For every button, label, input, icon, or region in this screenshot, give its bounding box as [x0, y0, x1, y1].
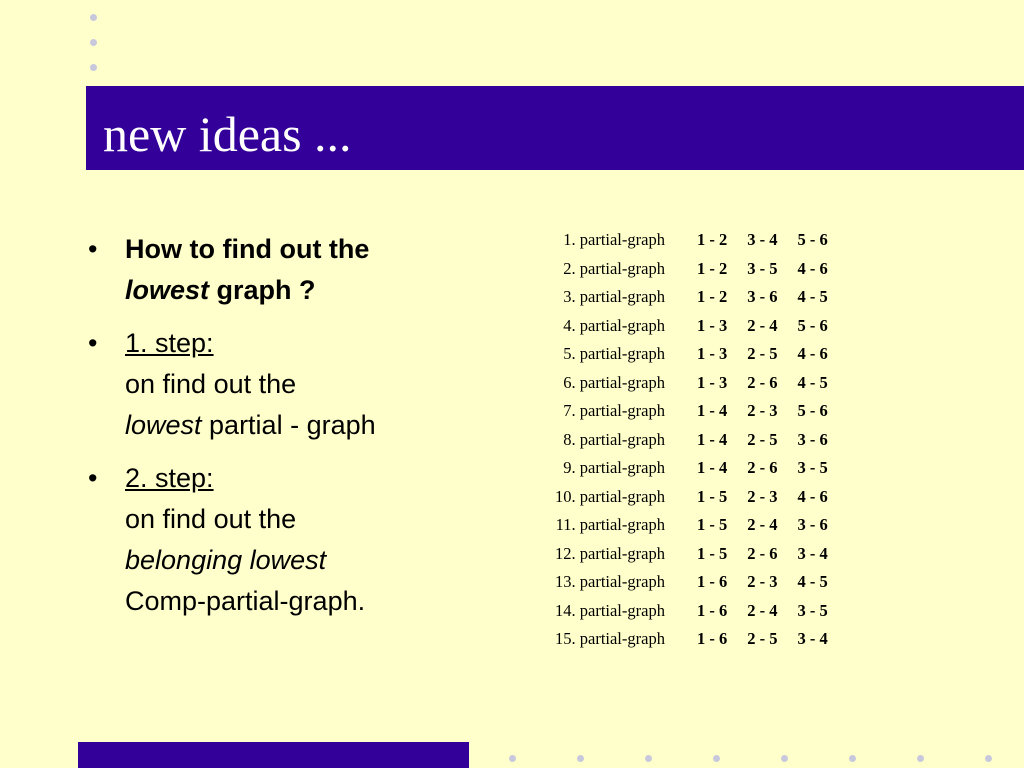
step-2-emphasis: belonging lowest [125, 545, 327, 575]
edge-pair: 3 - 5 [747, 258, 778, 278]
edge-pair: 2 - 4 [747, 600, 778, 620]
edge-pair: 1 - 5 [696, 543, 728, 563]
edge-pair: 3 - 6 [797, 429, 828, 449]
bullet-icon: • [88, 328, 98, 358]
partial-graph-table [555, 226, 828, 654]
question-text [125, 229, 508, 311]
question-rest: graph ? [209, 275, 316, 305]
edge-pair: 4 - 5 [797, 372, 828, 392]
partial-graph-label: 6. partial-graph [563, 372, 665, 392]
step-2-line-3: Comp-partial-graph. [125, 586, 366, 616]
edge-pair: 2 - 6 [747, 372, 778, 392]
partial-graph-row [555, 312, 828, 341]
step-1-emphasis: lowest [125, 410, 202, 440]
partial-graph-label: 4. partial-graph [563, 315, 665, 335]
partial-graph-row [555, 540, 828, 569]
decorative-dot-bottom-1 [509, 755, 516, 762]
question-line-1: How to find out the [125, 234, 370, 264]
step-1-line-1: on find out the [125, 369, 297, 399]
partial-graph-row [555, 255, 828, 284]
step-1-title: 1. step: [125, 328, 214, 358]
edge-pair: 1 - 3 [696, 372, 728, 392]
bottom-bar [78, 742, 469, 768]
decorative-dot-top-1 [90, 14, 97, 21]
decorative-dot-top-3 [90, 64, 97, 71]
partial-graph-row [555, 511, 828, 540]
edge-pair: 1 - 3 [696, 315, 728, 335]
partial-graph-row [555, 283, 828, 312]
decorative-dot-top-2 [90, 39, 97, 46]
partial-graph-label: 1. partial-graph [563, 230, 665, 250]
step-2-line-1: on find out the [125, 504, 297, 534]
decorative-dot-bottom-2 [577, 755, 584, 762]
edge-pair: 3 - 4 [797, 543, 828, 563]
partial-graph-label: 2. partial-graph [563, 258, 665, 278]
partial-graph-label: 8. partial-graph [563, 429, 665, 449]
edge-pair: 2 - 6 [747, 543, 778, 563]
edge-pair: 2 - 4 [747, 315, 778, 335]
partial-graph-label: 14. partial-graph [555, 600, 665, 620]
edge-pair: 1 - 4 [696, 458, 728, 478]
edge-pair: 2 - 5 [747, 429, 778, 449]
edge-pair: 1 - 6 [696, 572, 728, 592]
partial-graph-label: 5. partial-graph [563, 344, 665, 364]
edge-pair: 3 - 6 [797, 515, 828, 535]
bullet-icon: • [88, 463, 98, 493]
partial-graph-row [555, 597, 828, 626]
edge-pair: 4 - 5 [797, 287, 828, 307]
edge-pair: 5 - 6 [797, 315, 828, 335]
edge-pair: 1 - 6 [696, 600, 728, 620]
partial-graph-row [555, 568, 828, 597]
decorative-dot-bottom-3 [645, 755, 652, 762]
partial-graph-row [555, 397, 828, 426]
partial-graph-row [555, 340, 828, 369]
partial-graph-row [555, 625, 828, 654]
edge-pair: 1 - 2 [696, 258, 728, 278]
partial-graph-row [555, 426, 828, 455]
step-1-line-2 [125, 405, 508, 446]
edge-pair: 5 - 6 [797, 401, 828, 421]
partial-graph-label: 12. partial-graph [555, 543, 665, 563]
edge-pair: 1 - 2 [696, 287, 728, 307]
edge-pair: 2 - 3 [747, 572, 778, 592]
edge-pair: 2 - 5 [747, 344, 778, 364]
edge-pair: 1 - 5 [696, 486, 728, 506]
decorative-dot-bottom-4 [713, 755, 720, 762]
edge-pair: 2 - 3 [747, 486, 778, 506]
edge-pair: 3 - 5 [797, 600, 828, 620]
edge-pair: 4 - 5 [797, 572, 828, 592]
edge-pair: 3 - 5 [797, 458, 828, 478]
edge-pair: 3 - 4 [747, 230, 778, 250]
step-2-title: 2. step: [125, 463, 214, 493]
edge-pair: 4 - 6 [797, 486, 828, 506]
partial-graph-row [555, 483, 828, 512]
edge-pair: 1 - 3 [696, 344, 728, 364]
edge-pair: 1 - 2 [696, 230, 728, 250]
edge-pair: 1 - 5 [696, 515, 728, 535]
bullet-item-step-2 [88, 458, 508, 622]
partial-graph-label: 15. partial-graph [555, 629, 665, 649]
bullet-icon: • [88, 234, 98, 264]
bullet-item-question [88, 229, 508, 311]
edge-pair: 5 - 6 [797, 230, 828, 250]
edge-pair: 4 - 6 [797, 344, 828, 364]
step-1-rest: partial - graph [201, 410, 376, 440]
edge-pair: 3 - 6 [747, 287, 778, 307]
edge-pair: 2 - 5 [747, 629, 778, 649]
partial-graph-label: 7. partial-graph [563, 401, 665, 421]
edge-pair: 1 - 4 [696, 401, 728, 421]
partial-graph-label: 11. partial-graph [555, 515, 665, 535]
edge-pair: 2 - 3 [747, 401, 778, 421]
slide-title: new ideas ... [103, 106, 352, 162]
decorative-dot-bottom-7 [917, 755, 924, 762]
partial-graph-label: 10. partial-graph [555, 486, 665, 506]
edge-pair: 2 - 6 [747, 458, 778, 478]
decorative-dot-bottom-8 [985, 755, 992, 762]
partial-graph-label: 3. partial-graph [563, 287, 665, 307]
edge-pair: 1 - 6 [696, 629, 728, 649]
edge-pair: 2 - 4 [747, 515, 778, 535]
edge-pair: 3 - 4 [797, 629, 828, 649]
bullet-list [88, 229, 508, 634]
decorative-dot-bottom-5 [781, 755, 788, 762]
partial-graph-label: 13. partial-graph [555, 572, 665, 592]
question-emphasis: lowest [125, 275, 210, 305]
decorative-dot-bottom-6 [849, 755, 856, 762]
edge-pair: 1 - 4 [696, 429, 728, 449]
partial-graph-row [555, 369, 828, 398]
partial-graph-label: 9. partial-graph [563, 458, 665, 478]
bullet-item-step-1 [88, 323, 508, 446]
partial-graph-row [555, 226, 828, 255]
edge-pair: 4 - 6 [797, 258, 828, 278]
partial-graph-row [555, 454, 828, 483]
partial-graph-table-body [555, 226, 828, 654]
question-line-2 [125, 270, 508, 311]
